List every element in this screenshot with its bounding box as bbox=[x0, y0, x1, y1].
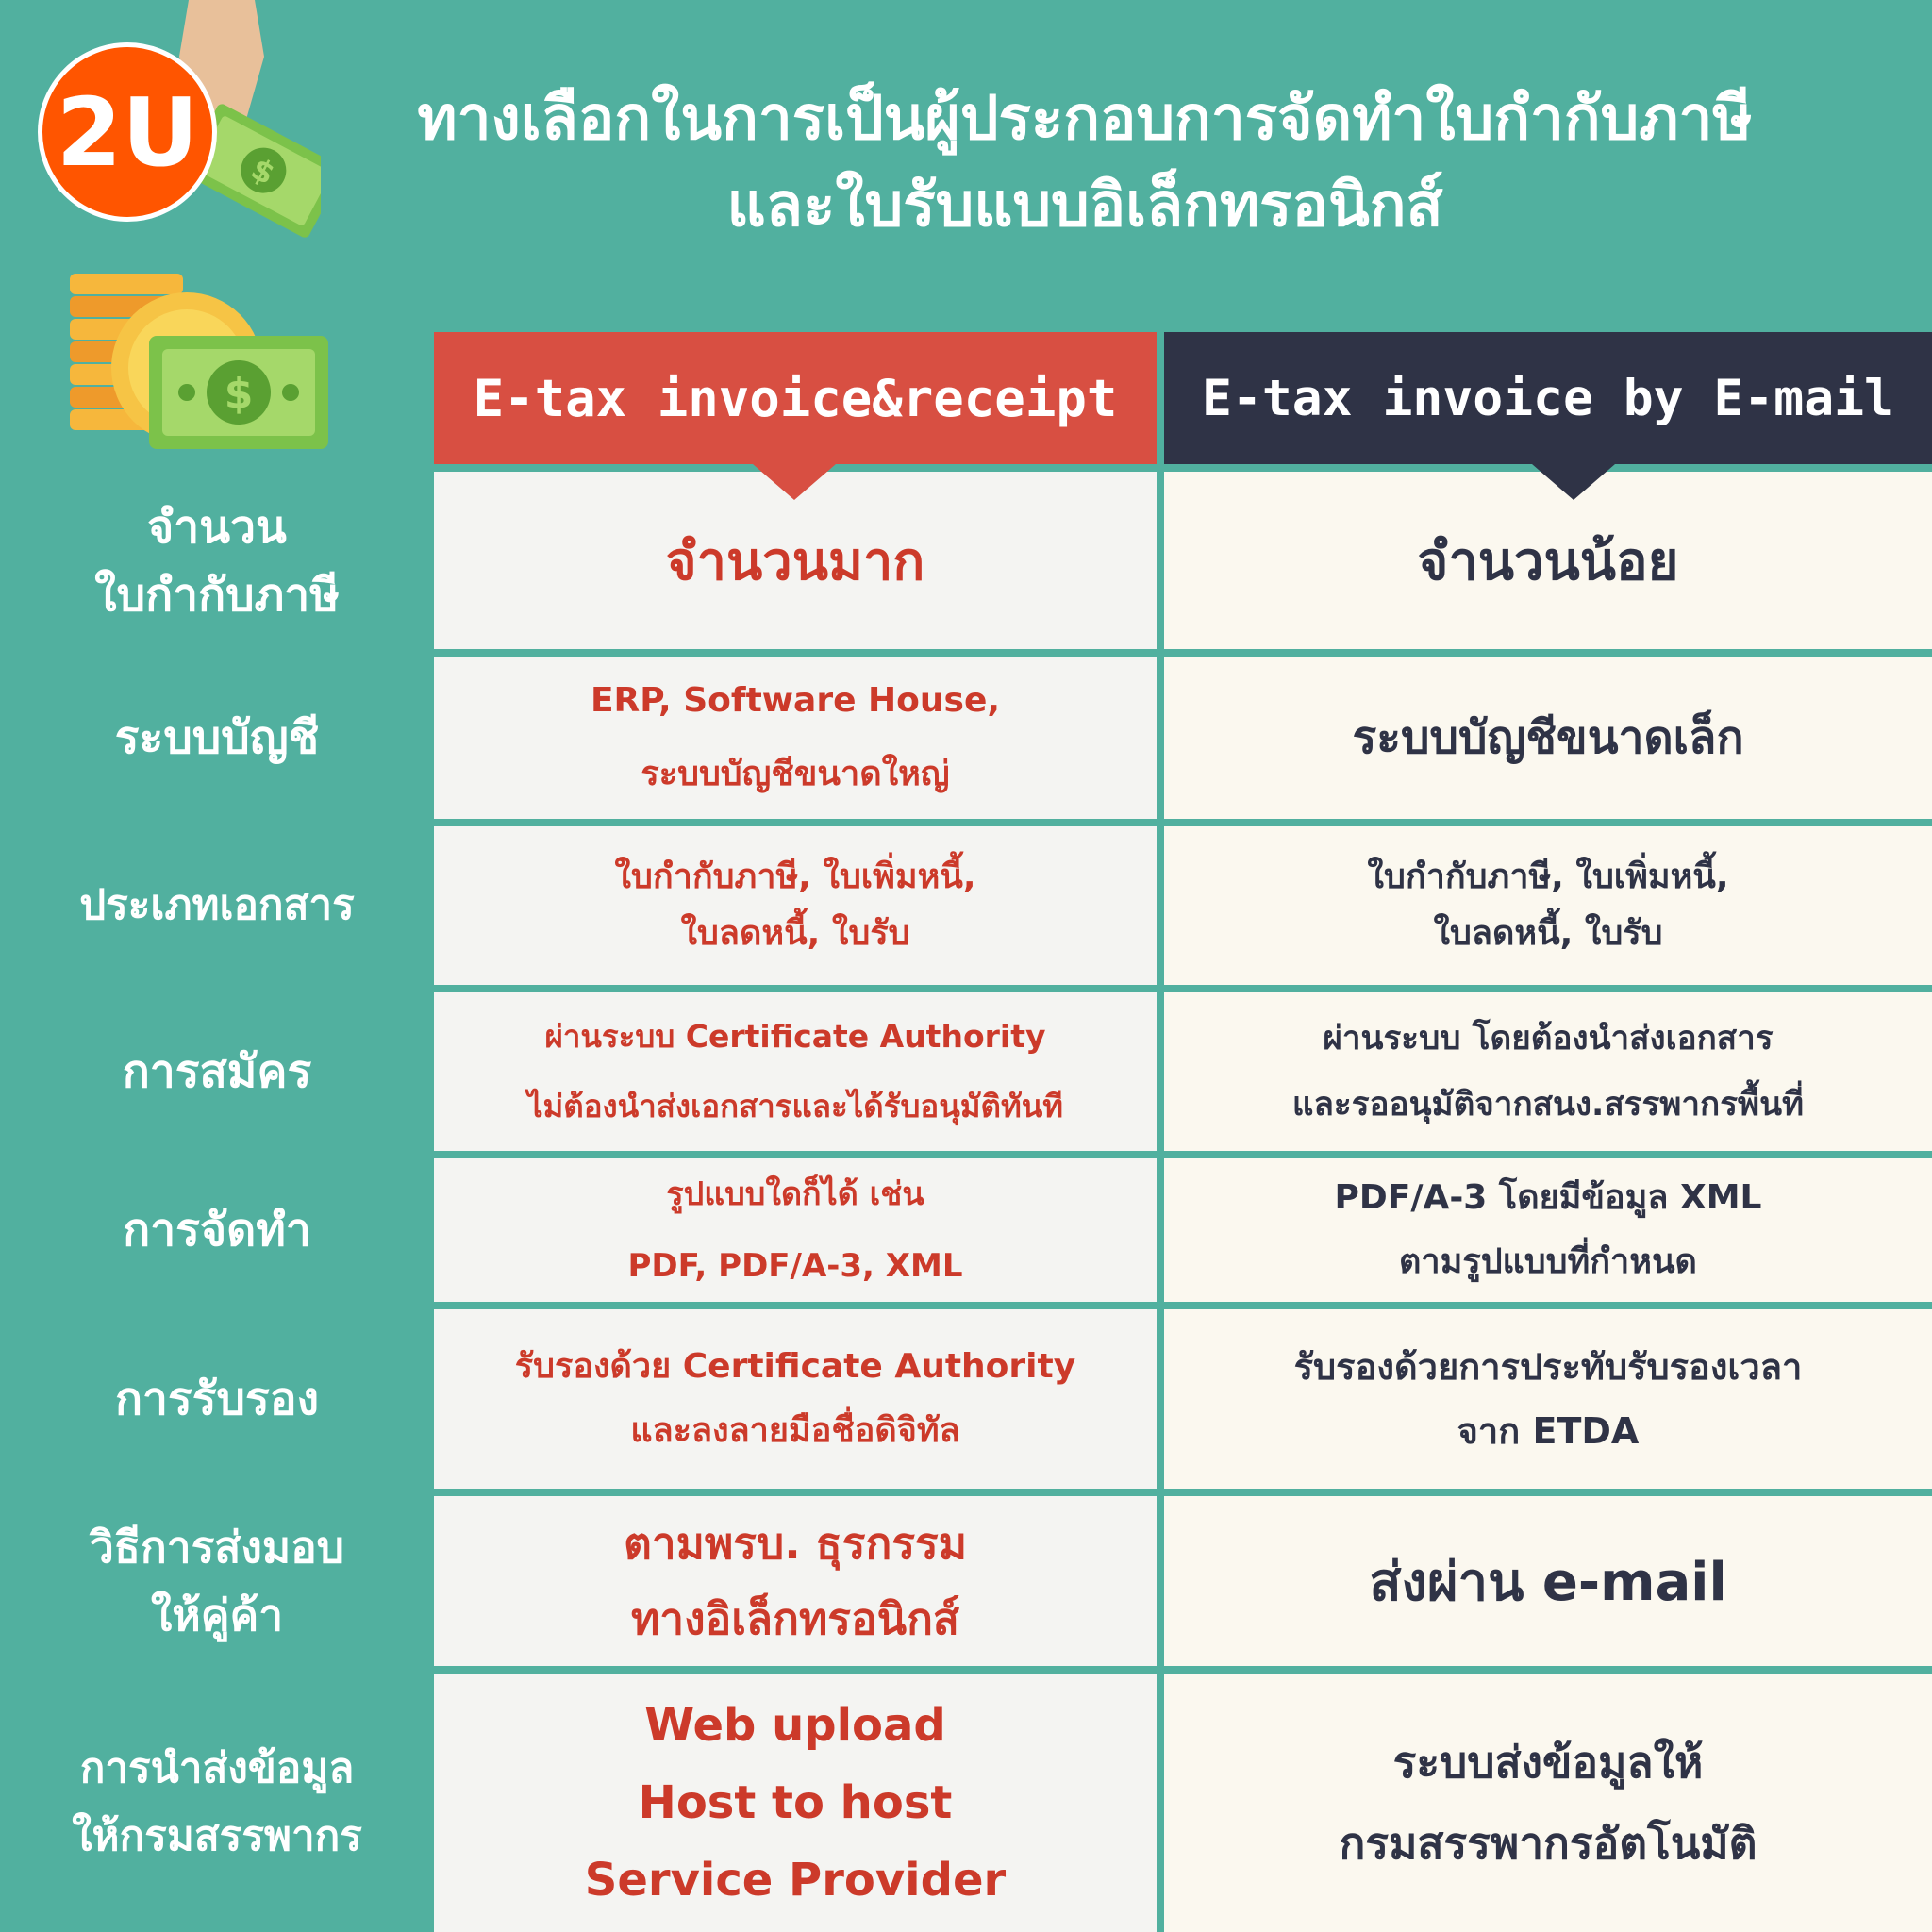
cell-text: ส่งผ่าน e-mail bbox=[1369, 1551, 1727, 1613]
cell-text: ระบบบัญชีขนาดใหญ่ bbox=[641, 755, 950, 793]
cell-text: ใบกำกับภาษี, ใบเพิ่มหนี้, bbox=[614, 858, 976, 896]
cell-text: ผ่านระบบ โดยต้องนำส่งเอกสาร bbox=[1323, 1020, 1774, 1058]
cell-text: Host to host bbox=[638, 1776, 953, 1829]
cell-text: รับรองด้วย Certificate Authority bbox=[514, 1347, 1076, 1386]
row-label bbox=[19, 472, 415, 651]
cell-text: ระบบส่งข้อมูลให้ bbox=[1392, 1737, 1704, 1788]
cell-col-b bbox=[1164, 657, 1932, 819]
cell-text: จาก ETDA bbox=[1457, 1410, 1640, 1452]
cell-text: จำนวนมาก bbox=[665, 530, 925, 592]
svg-text:$: $ bbox=[245, 150, 281, 192]
cell-text: ใบกำกับภาษี, ใบเพิ่มหนี้, bbox=[1367, 858, 1729, 896]
row-label-line: วิธีการส่งมอบ bbox=[90, 1522, 344, 1573]
column-header-etax-receipt: E-tax invoice&receipt bbox=[434, 332, 1157, 464]
row-label bbox=[19, 1309, 415, 1489]
row-label bbox=[19, 1496, 415, 1666]
cell-text: Service Provider bbox=[584, 1854, 1007, 1907]
cell-col-a bbox=[434, 1496, 1157, 1666]
cell-col-b bbox=[1164, 1309, 1932, 1489]
row-label bbox=[19, 1158, 415, 1302]
row-label-line: การจัดทำ bbox=[123, 1204, 311, 1257]
row-label-line: ให้คู่ค้า bbox=[150, 1590, 284, 1641]
cell-text: จำนวนน้อย bbox=[1417, 530, 1679, 592]
row-label-line: ประเภทเอกสาร bbox=[79, 881, 355, 929]
cell-text: รูปแบบใดก็ได้ เช่น bbox=[666, 1175, 924, 1213]
row-label-line: ระบบบัญชี bbox=[114, 711, 320, 764]
cell-col-a bbox=[434, 1309, 1157, 1489]
cell-text: ไม่ต้องนำส่งเอกสารและได้รับอนุมัติทันที bbox=[526, 1088, 1064, 1124]
cell-text: ตามรูปแบบที่กำหนด bbox=[1399, 1242, 1697, 1281]
cell-col-a bbox=[434, 992, 1157, 1151]
cell-text: PDF, PDF/A-3, XML bbox=[627, 1247, 963, 1285]
cell-text: กรมสรรพากรอัตโนมัติ bbox=[1339, 1818, 1757, 1869]
column-b-pointer bbox=[1532, 464, 1615, 500]
row-label bbox=[19, 992, 415, 1151]
cell-text: ทางอิเล็กทรอนิกส์ bbox=[630, 1593, 960, 1644]
cell-text: ระบบบัญชีขนาดเล็ก bbox=[1352, 711, 1744, 764]
cell-col-b bbox=[1164, 826, 1932, 985]
row-label-line: การสมัคร bbox=[122, 1045, 312, 1098]
column-a-pointer bbox=[753, 464, 836, 500]
row-label-line: จำนวน bbox=[147, 501, 287, 554]
column-header-etax-email: E-tax invoice by E-mail bbox=[1164, 332, 1932, 464]
title-line-1: ทางเลือกในการเป็นผู้ประกอบการจัดทำใบกำกับภาษี bbox=[417, 84, 1753, 154]
row-label-line: ใบกำกับภาษี bbox=[94, 569, 340, 622]
cell-col-b bbox=[1164, 1158, 1932, 1302]
title-line-2: และใบรับแบบอิเล็กทรอนิกส์ bbox=[726, 171, 1443, 241]
cell-text: ใบลดหนี้, ใบรับ bbox=[1433, 914, 1663, 953]
row-label bbox=[19, 657, 415, 819]
cell-col-b bbox=[1164, 1674, 1932, 1932]
cell-text: PDF/A-3 โดยมีข้อมูล XML bbox=[1334, 1178, 1762, 1217]
cell-text: ตามพรบ. ธุรกรรม bbox=[623, 1518, 968, 1569]
cell-text: รับรองด้วยการประทับรับรองเวลา bbox=[1293, 1346, 1803, 1388]
row-label-line: ให้กรมสรรพากร bbox=[72, 1812, 362, 1860]
row-label bbox=[19, 1674, 415, 1932]
cell-text: และรออนุมัติจากสนง.สรรพากรพื้นที่ bbox=[1291, 1086, 1805, 1124]
page-title bbox=[245, 75, 1924, 249]
cell-col-a bbox=[434, 1674, 1157, 1932]
row-label-line: การนำส่งข้อมูล bbox=[79, 1744, 355, 1792]
row-label-line: การรับรอง bbox=[114, 1373, 320, 1425]
cell-col-a bbox=[434, 826, 1157, 985]
cell-col-a bbox=[434, 657, 1157, 819]
cell-col-b bbox=[1164, 1496, 1932, 1666]
svg-text:$: $ bbox=[224, 370, 254, 418]
coins-cash-illustration bbox=[64, 264, 338, 453]
cell-text: ผ่านระบบ Certificate Authority bbox=[544, 1018, 1046, 1055]
cell-text: ERP, Software House, bbox=[590, 681, 1001, 720]
cell-text: และลงลายมือชื่อดิจิทัล bbox=[630, 1411, 960, 1450]
cell-col-b bbox=[1164, 992, 1932, 1151]
row-label bbox=[19, 826, 415, 985]
cell-text: ใบลดหนี้, ใบรับ bbox=[680, 914, 910, 953]
logo-badge: 2U bbox=[38, 42, 217, 222]
cell-text: Web upload bbox=[644, 1699, 946, 1752]
cell-col-a bbox=[434, 1158, 1157, 1302]
